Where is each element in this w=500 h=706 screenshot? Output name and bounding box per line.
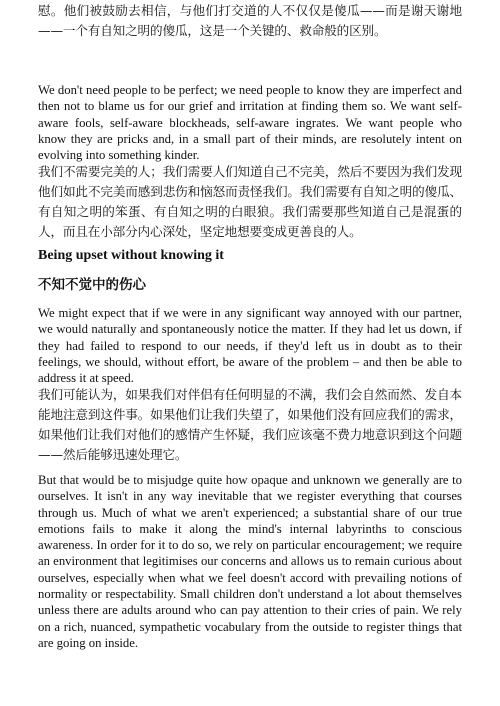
section-heading-zh: 不知不觉中的伤心 (38, 277, 146, 293)
paragraph-en-annoyed: We might expect that if we were in any significant way annoyed with our partner, we would naturally and spontaneously notice the matter. If they had let us down, if they had failed to respond to our needs, if they'd left us in doubt as to their feelings, we should, without effort, be aware of the problem – and then be able to address it at speed. (38, 306, 462, 386)
paragraph-zh-annoyed: 我们可能认为，如果我们对伴侣有任何明显的不满，我们会自然而然、发自本能地注意到这件事。如果他们让我们失望了，如果他们没有回应我们的需求，如果他们让我们对他们的感情产生怀疑，我们应该毫不费力地意识到这个问题——然后能够迅速处理它。 (38, 387, 462, 462)
paragraph-zh-self-aware: 我们不需要完美的人；我们需要人们知道自己不完美，然后不要因为我们发现他们如此不完美而感到悲伤和恼怒而责怪我们。我们需要有自知之明的傻瓜、有自知之明的笨蛋、有自知之明的白眼狼。我们需要那些知道自己是混蛋的人，而且在小部分内心深处，坚定地想要变成更善良的人。 (38, 164, 462, 239)
paragraph-zh-intro: 慰。他们被鼓励去相信，与他们打交道的人不仅仅是傻瓜——而是谢天谢地——一个有自知之明的傻瓜，这是一个关键的、救命般的区别。 (38, 3, 462, 38)
paragraph-en-self-aware: We don't need people to be perfect; we need people to know they are imperfect and then not to blame us for our grief and irritation at finding them so. We want self-aware fools, self-aware blockheads, self-aware ingrates. We want people who know they are pricks and, in a small part of their minds, are resolutely intent on evolving into something kinder. (38, 83, 462, 163)
paragraph-en-opaque: But that would be to misjudge quite how opaque and unknown we generally are to ourselves. It isn't in any way inevitable that we register everything that courses through us. Much of what we aren't experienced; a substantial share of our true emotions fails to make it along the mind's internal labyrinths to conscious awareness. In order for it to do so, we rely on particular encouragement; we require an environment that legitimises our concerns and allows us to remain curious about ourselves, especially when what we feel doesn't accord with prevailing notions of normality or respectability. Small children don't understand a lot about themselves unless there are adults around who can pay attention to their cries of pain. We rely on a rich, nuanced, sympathetic vocabulary from the outside to register things that are going on inside. (38, 473, 462, 650)
section-heading-en: Being upset without knowing it (38, 248, 224, 263)
